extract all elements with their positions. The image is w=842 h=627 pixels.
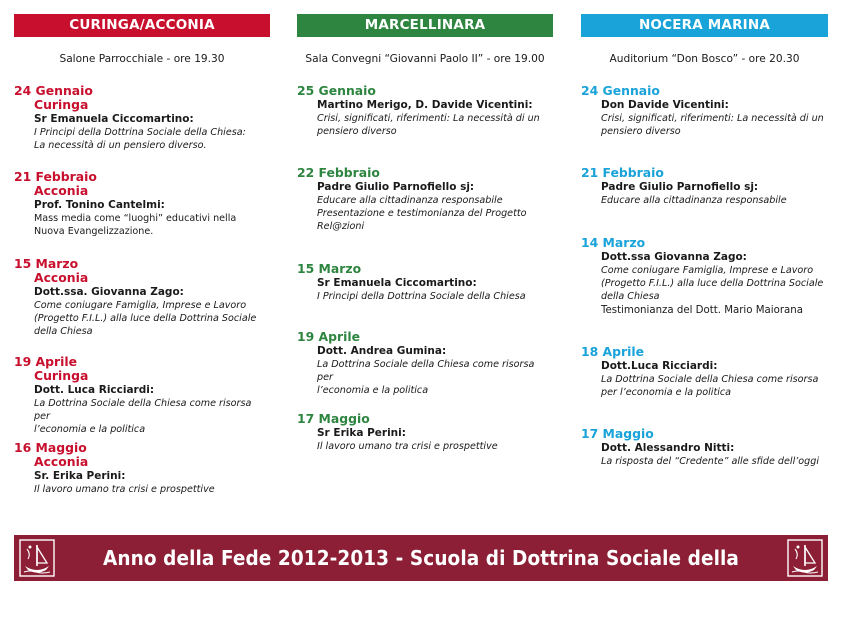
venue-info: Sala Convegni “Giovanni Paolo II” - ore 19.00 xyxy=(305,53,545,65)
event-speaker: Sr. Erika Perini: xyxy=(34,470,126,482)
event-date: 16 Maggio xyxy=(14,440,87,455)
event-date: 19 Aprile xyxy=(14,354,78,369)
event-topic-line: Presentazione e testimonianza del Progetto xyxy=(317,208,527,220)
event-topic-line: della Chiesa xyxy=(601,291,660,303)
event-entry xyxy=(14,441,270,496)
event-date: 22 Febbraio xyxy=(297,165,380,180)
event-topic-line: l’economia e la politica xyxy=(34,424,146,436)
event-topic-line: Mass media come “luoghi” educativi nella xyxy=(34,213,237,224)
event-place: Acconia xyxy=(34,454,89,469)
event-entry xyxy=(581,84,828,138)
event-topic-line: Educare alla cittadinanza responsabile xyxy=(317,195,503,206)
event-speaker: Dott. Alessandro Nitti: xyxy=(601,442,735,454)
event-speaker: Dott. Andrea Gumina: xyxy=(317,345,447,357)
event-topic-line: La Dottrina Sociale della Chiesa come risorsa per xyxy=(317,359,535,384)
event-topic-line: La risposta del “Credente” alle sfide dell’oggi xyxy=(601,456,819,467)
event-topic-line: Come coniugare Famiglia, Imprese e Lavoro xyxy=(34,300,247,311)
event-speaker: Prof. Tonino Cantelmi: xyxy=(34,199,165,211)
event-date: 24 Gennaio xyxy=(581,83,660,98)
event-topic-line: Come coniugare Famiglia, Imprese e Lavoro xyxy=(601,265,814,276)
event-speaker: Padre Giulio Parnofiello sj: xyxy=(317,181,475,193)
event-date: 17 Maggio xyxy=(581,426,654,441)
event-date: 14 Marzo xyxy=(581,235,646,250)
event-testimony: Testimonianza del Dott. Mario Maiorana xyxy=(601,304,803,316)
event-topic-line: pensiero diverso xyxy=(317,126,397,138)
event-speaker: Padre Giulio Parnofiello sj: xyxy=(601,181,759,193)
event-date: 15 Marzo xyxy=(14,256,79,271)
event-entry xyxy=(14,84,270,152)
event-date: 21 Febbraio xyxy=(14,169,97,184)
column-marcellinara xyxy=(297,14,553,452)
event-date: 24 Gennaio xyxy=(14,83,93,98)
event-topic-line: per l’economia e la politica xyxy=(601,387,732,399)
event-place: Curinga xyxy=(34,97,89,112)
event-date: 25 Gennaio xyxy=(297,83,376,98)
event-entry xyxy=(581,236,828,317)
event-entry xyxy=(297,166,553,234)
event-place: Acconia xyxy=(34,270,89,285)
event-topic-line: La necessità di un pensiero diverso. xyxy=(34,140,207,152)
event-place: Acconia xyxy=(34,183,89,198)
event-speaker: Sr Emanuela Ciccomartino: xyxy=(34,113,194,125)
event-topic-line: La Dottrina Sociale della Chiesa come risorsa per xyxy=(34,398,252,423)
event-topic-line: Il lavoro umano tra crisi e prospettive xyxy=(34,484,215,495)
event-speaker: Dott.ssa. Giovanna Zago: xyxy=(34,286,184,298)
footer-title: Anno della Fede 2012-2013 - Scuola di Dottrina Sociale della Chiesa xyxy=(103,546,739,616)
event-speaker: Sr Erika Perini: xyxy=(317,427,406,439)
event-topic-line: Rel@zioni xyxy=(317,221,365,233)
event-date: 15 Marzo xyxy=(297,261,362,276)
event-speaker: Dott.ssa Giovanna Zago: xyxy=(601,251,747,263)
year-of-faith-logo-icon xyxy=(19,539,55,577)
event-date: 19 Aprile xyxy=(297,329,361,344)
event-entry xyxy=(581,345,828,399)
year-of-faith-logo-icon xyxy=(787,539,823,577)
event-topic-line: Nuova Evangelizzazione. xyxy=(34,226,154,238)
venue-info: Salone Parrocchiale - ore 19.30 xyxy=(59,53,225,65)
event-entry xyxy=(14,257,270,339)
event-topic-line: Educare alla cittadinanza responsabile xyxy=(601,195,787,206)
event-entry xyxy=(581,166,828,207)
event-date: 17 Maggio xyxy=(297,411,370,426)
event-date: 18 Aprile xyxy=(581,344,645,359)
event-place: Curinga xyxy=(34,368,89,383)
event-entry xyxy=(297,412,553,453)
event-speaker: Dott. Luca Ricciardi: xyxy=(34,384,155,396)
event-topic-line: Il lavoro umano tra crisi e prospettive xyxy=(317,441,498,452)
column-header: CURINGA/ACCONIA xyxy=(14,14,270,37)
event-topic-line: pensiero diverso xyxy=(601,126,681,138)
event-entry xyxy=(297,84,553,138)
event-speaker: Dott.Luca Ricciardi: xyxy=(601,360,718,372)
event-topic-line: I Principi della Dottrina Sociale della Chiesa xyxy=(317,291,526,302)
column-nocera-marina xyxy=(581,14,828,467)
event-entry xyxy=(14,170,270,238)
event-topic-line: Crisi, significati, riferimenti: La necessità di un xyxy=(317,113,540,124)
event-topic-line: l’economia e la politica xyxy=(317,385,429,397)
column-header: NOCERA MARINA xyxy=(581,14,828,37)
event-speaker: Sr Emanuela Ciccomartino: xyxy=(317,277,477,289)
event-speaker: Don Davide Vicentini: xyxy=(601,99,729,111)
event-topic-line: I Principi della Dottrina Sociale della Chiesa: xyxy=(34,127,246,138)
event-topic-line: Crisi, significati, riferimenti: La necessità di un xyxy=(601,113,824,124)
event-entry xyxy=(297,262,553,303)
event-topic-line: (Progetto F.I.L.) alla luce della Dottrina Sociale xyxy=(601,278,824,290)
event-date: 21 Febbraio xyxy=(581,165,664,180)
footer-banner xyxy=(14,535,828,616)
event-topic-line: della Chiesa xyxy=(34,326,93,338)
event-entry xyxy=(581,427,828,468)
column-curinga-acconia xyxy=(14,14,270,495)
event-topic-line: (Progetto F.I.L.) alla luce della Dottrina Sociale xyxy=(34,313,257,325)
event-entry xyxy=(14,355,270,437)
event-speaker: Martino Merigo, D. Davide Vicentini: xyxy=(317,99,533,111)
event-topic-line: La Dottrina Sociale della Chiesa come risorsa xyxy=(601,374,819,385)
venue-info: Auditorium “Don Bosco” - ore 20.30 xyxy=(609,53,800,65)
event-entry xyxy=(297,330,553,398)
column-header: MARCELLINARA xyxy=(297,14,553,37)
